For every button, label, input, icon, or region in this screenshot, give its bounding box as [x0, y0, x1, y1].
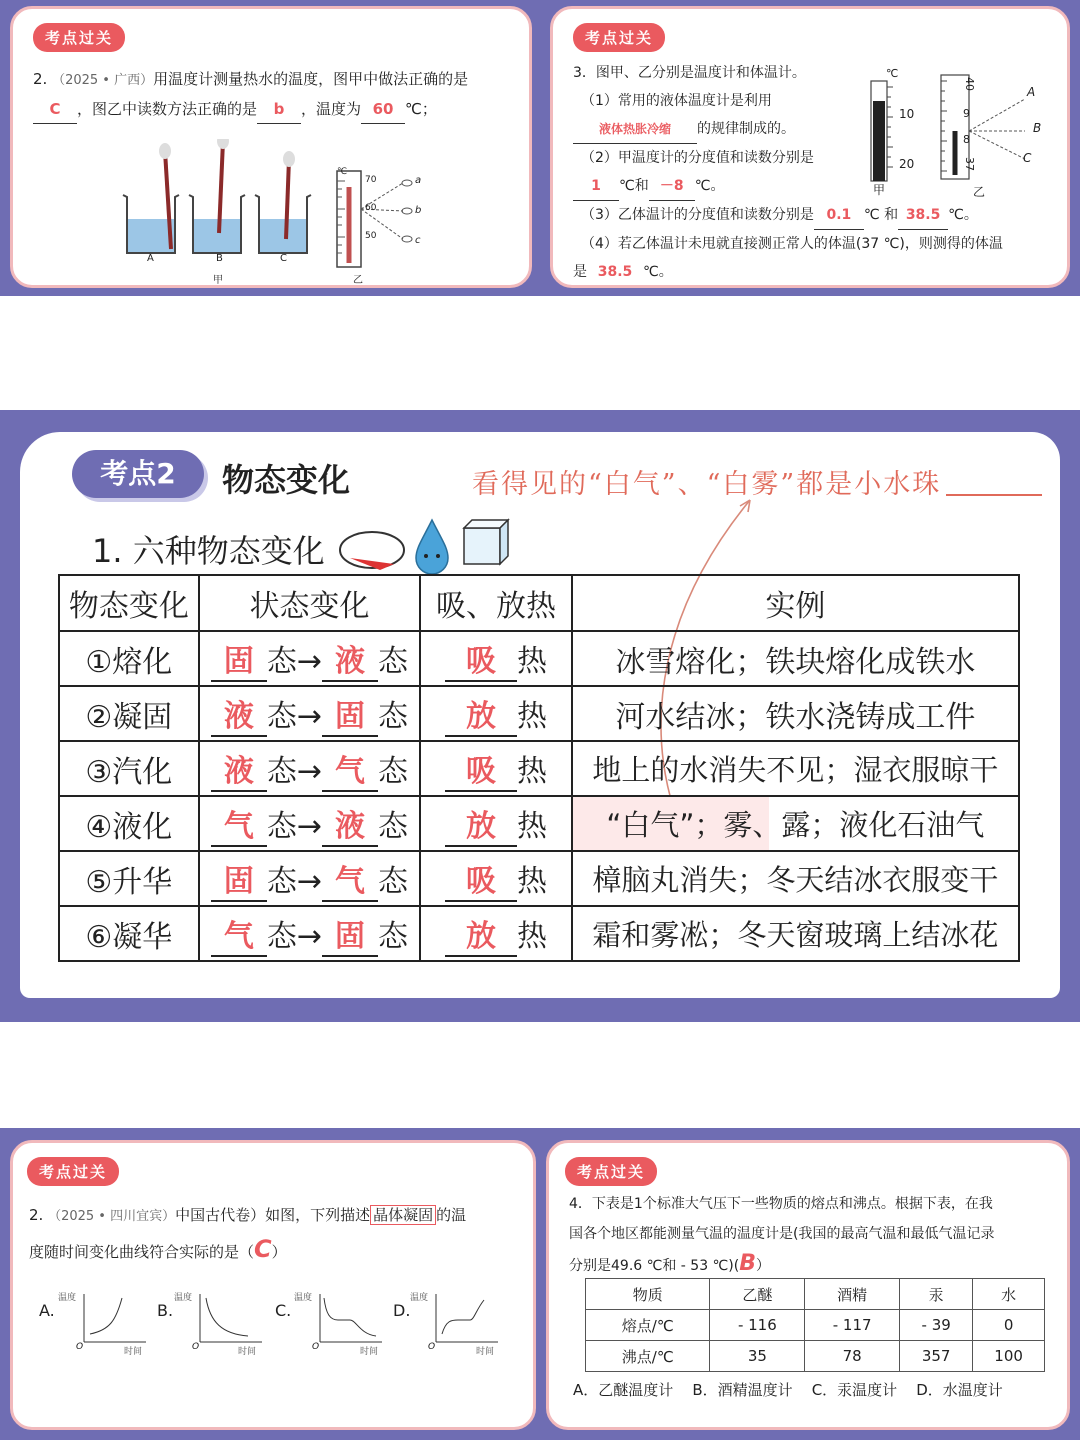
thermo-tick-60: 60 — [365, 203, 377, 213]
card-question-2-bottom — [10, 1140, 536, 1430]
jia-unit: ℃ — [886, 67, 899, 80]
graph-y-label: 温度 — [58, 1293, 77, 1303]
table-row: ⑥凝华 气 态→ 固 态 放 热 霜和雾凇；冬天窗玻璃上结冰花 — [59, 906, 1019, 961]
thermo-tick-50: 50 — [365, 231, 377, 241]
question-4-text: 4．下表是1个标准大气压下一些物质的熔点和沸点。根据下表，在我 国各个地区都能测量气温的温度计是(我国的最高气温和最低气温记录 分别是49.6 ℃和 - 53 ℃)(B） — [569, 1196, 995, 1276]
graph-y-label: 温度 — [294, 1293, 313, 1303]
card-question-3-top — [550, 6, 1070, 288]
table-row: ④液化 气 态→ 液 态 放 热 “白气”；雾、露；液化石油气 — [59, 796, 1019, 851]
answer-choice: B — [739, 1251, 756, 1276]
water-drop-icon — [416, 520, 448, 574]
tag-label: 考点过关 — [27, 1157, 119, 1186]
card-question-2-top — [10, 6, 532, 288]
question-3-text: 3．图甲、乙分别是温度计和体温计。 （1）常用的液体温度计是利用 液体热胀冷缩 的规律制成的。 （2）甲温度计的分度值和读数分别是 1 ℃和 －8 ℃。 — [573, 59, 873, 201]
graph-x-label: 时间 — [124, 1347, 143, 1357]
answer-blank-3: 60 — [361, 95, 405, 124]
yi-tick-40: 40 — [963, 77, 976, 91]
header-cell: 物态变化 — [59, 575, 199, 631]
table-header-row: 物质 乙醚 酒精 汞 水 — [586, 1279, 1045, 1310]
eye-label-A: A — [1027, 85, 1036, 99]
option-a-label: A. — [39, 1301, 55, 1320]
graph-origin: O — [428, 1342, 436, 1352]
cloud-icon — [340, 532, 404, 570]
tag-label: 考点过关 — [573, 23, 665, 52]
thermo-unit: ℃ — [337, 167, 348, 177]
yi-tick-8: 8 — [963, 133, 970, 146]
beaker-label-b: B — [216, 253, 223, 264]
question-text: 2. （2025 • 广西）用温度计测量热水的温度，图甲中做法正确的是 C ，图乙中读数方法正确的是 b ，温度为 60 ℃； — [33, 65, 523, 124]
graph-origin: O — [76, 1342, 84, 1352]
tag-label: 考点过关 — [33, 23, 125, 52]
state-change-table — [58, 574, 1020, 962]
answer-measured-temp: 38.5 — [587, 258, 643, 287]
section-badge: 考点2 — [72, 450, 204, 498]
note-underline — [946, 494, 1042, 496]
answer-yi-reading: 38.5 — [898, 201, 948, 230]
option-d-label: D. — [393, 1301, 411, 1320]
beaker-label-c: C — [280, 253, 287, 264]
beaker-c — [255, 151, 311, 253]
melting-boiling-table — [585, 1278, 1045, 1372]
yi-tick-9: 9 — [963, 107, 970, 120]
eye-label-C: C — [1023, 151, 1032, 165]
header-cell: 吸、放热 — [420, 575, 571, 631]
graph-y-label: 温度 — [410, 1293, 429, 1303]
graph-x-label: 时间 — [238, 1347, 257, 1357]
graph-x-label: 时间 — [360, 1347, 379, 1357]
figure-label-yi: 乙 — [353, 275, 363, 286]
section-note: 看得见的“白气”、“白雾”都是小水珠 — [472, 469, 942, 500]
graph-y-label: 温度 — [174, 1293, 193, 1303]
answer-blank-1: C — [33, 95, 77, 124]
header-cell: 实例 — [572, 575, 1019, 631]
thermo-tick-70: 70 — [365, 175, 377, 185]
beaker-a — [123, 143, 179, 253]
table-row: ①熔化 固 态→ 液 态 吸 热 冰雪熔化；铁块熔化成铁水 — [59, 631, 1019, 686]
eye-label-c: c — [415, 235, 421, 246]
graph-x-label: 时间 — [476, 1347, 495, 1357]
answer-blank-2: b — [257, 95, 301, 124]
beaker-figure — [113, 139, 323, 288]
answer-jia-reading: －8 — [649, 172, 695, 201]
answer-jia-division: 1 — [573, 172, 619, 201]
answer-yi-division: 0.1 — [814, 201, 864, 230]
boxed-term: 晶体凝固 — [370, 1205, 436, 1225]
question-text: 2. （2025 • 四川宜宾）中国古代卷）如图，下列描述 晶体凝固 的温 度随时间变化曲线符合实际的是（C） — [29, 1206, 467, 1263]
beaker-label-a: A — [147, 253, 154, 264]
table-row: ⑤升华 固 态→ 气 态 吸 热 樟脑丸消失；冬天结冰衣服变干 — [59, 851, 1019, 906]
eye-label-b: b — [415, 205, 422, 216]
eye-label-B: B — [1033, 121, 1042, 135]
table-row: 熔点/℃ - 116 - 117 - 39 0 — [586, 1310, 1045, 1341]
table-row: ②凝固 液 态→ 固 态 放 热 河水结冰；铁水浇铸成工件 — [59, 686, 1019, 741]
header-cell: 状态变化 — [199, 575, 421, 631]
eye-label-a: a — [415, 175, 422, 186]
option-c-label: C. — [275, 1301, 292, 1320]
jia-tick-20: 20 — [899, 157, 915, 171]
graph-origin: O — [312, 1342, 320, 1352]
figure-label-jia-2: 甲 — [873, 183, 886, 197]
question-4-choices: A．乙醚温度计 B．酒精温度计 C．汞温度计 D．水温度计 — [573, 1381, 1003, 1399]
table-row: ③汽化 液 态→ 气 态 吸 热 地上的水消失不见；湿衣服晾干 — [59, 741, 1019, 796]
section-subtitle: 1. 六种物态变化 — [92, 532, 325, 570]
figure-label-jia: 甲 — [213, 275, 223, 286]
jia-tick-10: 10 — [899, 107, 915, 121]
ice-cube-icon — [464, 520, 508, 564]
option-b-label: B. — [157, 1301, 174, 1320]
section-title: 物态变化 — [222, 461, 351, 499]
graph-origin: O — [192, 1342, 200, 1352]
state-illustrations — [334, 514, 524, 576]
question-3-text-bottom: （3）乙体温计的分度值和读数分别是 0.1 ℃ 和 38.5 ℃。 （4）若乙体温计未甩就直接测正常人的体温(37 ℃)，则测得的体温 是 38.5 ℃。 — [573, 201, 1063, 287]
table-row: 沸点/℃ 35 78 357 100 — [586, 1341, 1045, 1372]
yi-tick-37: 37 — [963, 157, 976, 171]
beaker-b — [189, 139, 245, 253]
figure-label-yi-2: 乙 — [973, 185, 986, 199]
table-header-row — [59, 575, 1019, 631]
answer-liquid-expansion: 液体热胀冷缩 — [573, 115, 697, 144]
tag-label: 考点过关 — [565, 1157, 657, 1186]
answer-choice: C — [254, 1235, 272, 1263]
